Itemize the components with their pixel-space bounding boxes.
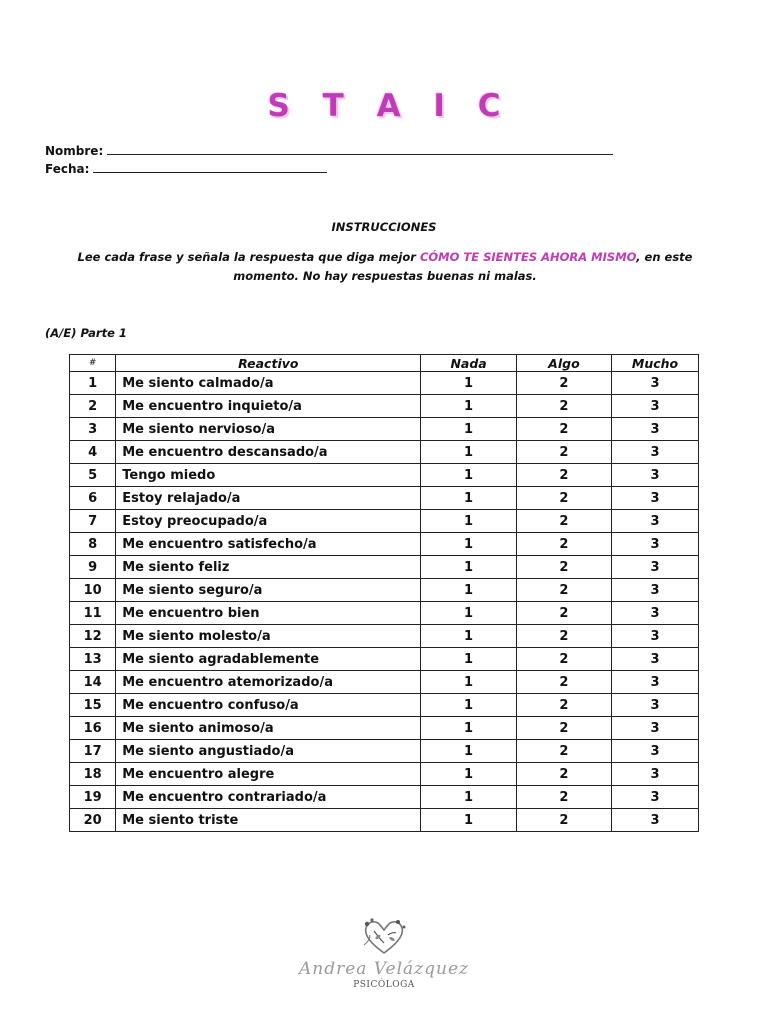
row-number: 18 — [70, 763, 116, 786]
row-mucho[interactable]: 3 — [612, 740, 699, 763]
row-number: 7 — [70, 510, 116, 533]
row-number: 6 — [70, 487, 116, 510]
row-item: Me siento feliz — [116, 556, 421, 579]
row-item: Me encuentro contrariado/a — [116, 786, 421, 809]
row-number: 16 — [70, 717, 116, 740]
row-item: Estoy relajado/a — [116, 487, 421, 510]
row-item: Me siento animoso/a — [116, 717, 421, 740]
table-row — [70, 579, 699, 602]
row-algo[interactable]: 2 — [516, 372, 611, 395]
table-row — [70, 395, 699, 418]
row-number: 5 — [70, 464, 116, 487]
row-mucho[interactable]: 3 — [612, 556, 699, 579]
row-nada[interactable]: 1 — [421, 372, 516, 395]
row-nada[interactable]: 1 — [421, 648, 516, 671]
row-nada[interactable]: 1 — [421, 579, 516, 602]
row-number: 20 — [70, 809, 116, 832]
row-number: 1 — [70, 372, 116, 395]
table-row — [70, 625, 699, 648]
row-number: 10 — [70, 579, 116, 602]
staic-table — [69, 354, 699, 832]
name-field[interactable] — [45, 144, 613, 158]
instructions-text-after: , en este momento. No hay respuestas buenas ni malas. — [233, 250, 693, 283]
row-algo[interactable]: 2 — [516, 763, 611, 786]
table-header-row — [70, 355, 699, 372]
row-algo[interactable]: 2 — [516, 510, 611, 533]
row-mucho[interactable]: 3 — [612, 579, 699, 602]
row-mucho[interactable]: 3 — [612, 418, 699, 441]
row-item: Me encuentro descansado/a — [116, 441, 421, 464]
header-item: Reactivo — [116, 355, 421, 372]
row-nada[interactable]: 1 — [421, 395, 516, 418]
row-mucho[interactable]: 3 — [612, 533, 699, 556]
row-nada[interactable]: 1 — [421, 533, 516, 556]
row-number: 15 — [70, 694, 116, 717]
row-number: 19 — [70, 786, 116, 809]
table-row — [70, 533, 699, 556]
row-algo[interactable]: 2 — [516, 694, 611, 717]
row-nada[interactable]: 1 — [421, 441, 516, 464]
header-number: # — [70, 355, 116, 372]
row-item: Me siento angustiado/a — [116, 740, 421, 763]
row-nada[interactable]: 1 — [421, 602, 516, 625]
table-row — [70, 671, 699, 694]
row-mucho[interactable]: 3 — [612, 625, 699, 648]
row-algo[interactable]: 2 — [516, 464, 611, 487]
row-nada[interactable]: 1 — [421, 763, 516, 786]
table-row — [70, 763, 699, 786]
row-nada[interactable]: 1 — [421, 556, 516, 579]
row-nada[interactable]: 1 — [421, 671, 516, 694]
table-row — [70, 418, 699, 441]
table-row — [70, 648, 699, 671]
table-row — [70, 717, 699, 740]
row-mucho[interactable]: 3 — [612, 441, 699, 464]
row-item: Me encuentro atemorizado/a — [116, 671, 421, 694]
row-mucho[interactable]: 3 — [612, 648, 699, 671]
table-body — [70, 372, 699, 832]
section-label: (A/E) Parte 1 — [45, 326, 127, 340]
table-row — [70, 372, 699, 395]
row-nada[interactable]: 1 — [421, 740, 516, 763]
table-row — [70, 556, 699, 579]
row-item: Tengo miedo — [116, 464, 421, 487]
header-mucho: Mucho — [612, 355, 699, 372]
row-nada[interactable]: 1 — [421, 510, 516, 533]
row-number: 17 — [70, 740, 116, 763]
row-nada[interactable]: 1 — [421, 786, 516, 809]
instructions-highlight: CÓMO TE SIENTES AHORA MISMO — [419, 250, 637, 264]
table-row — [70, 441, 699, 464]
table-row — [70, 694, 699, 717]
row-number: 13 — [70, 648, 116, 671]
row-algo[interactable]: 2 — [516, 717, 611, 740]
row-item: Me siento molesto/a — [116, 625, 421, 648]
row-item: Me encuentro alegre — [116, 763, 421, 786]
date-label: Fecha: — [45, 162, 90, 176]
logo-subtitle: PSICÓLOGA — [353, 980, 415, 990]
row-mucho[interactable]: 3 — [612, 602, 699, 625]
row-mucho[interactable]: 3 — [612, 510, 699, 533]
row-nada[interactable]: 1 — [421, 694, 516, 717]
row-algo[interactable]: 2 — [516, 579, 611, 602]
row-number: 9 — [70, 556, 116, 579]
row-item: Me encuentro inquieto/a — [116, 395, 421, 418]
name-label: Nombre: — [45, 144, 104, 158]
row-mucho[interactable]: 3 — [612, 694, 699, 717]
header-nada: Nada — [421, 355, 516, 372]
row-algo[interactable]: 2 — [516, 556, 611, 579]
row-nada[interactable]: 1 — [421, 625, 516, 648]
row-nada[interactable]: 1 — [421, 717, 516, 740]
row-mucho[interactable]: 3 — [612, 372, 699, 395]
row-algo[interactable]: 2 — [516, 740, 611, 763]
row-mucho[interactable]: 3 — [612, 464, 699, 487]
row-algo[interactable]: 2 — [516, 602, 611, 625]
row-number: 11 — [70, 602, 116, 625]
row-algo[interactable]: 2 — [516, 441, 611, 464]
row-algo[interactable]: 2 — [516, 671, 611, 694]
row-algo[interactable]: 2 — [516, 625, 611, 648]
row-nada[interactable]: 1 — [421, 418, 516, 441]
table-row — [70, 786, 699, 809]
header-algo: Algo — [516, 355, 611, 372]
table-row — [70, 809, 699, 832]
row-item: Me encuentro confuso/a — [116, 694, 421, 717]
table-row — [70, 487, 699, 510]
date-field[interactable] — [45, 162, 327, 176]
row-item: Me encuentro satisfecho/a — [116, 533, 421, 556]
row-number: 4 — [70, 441, 116, 464]
table-row — [70, 602, 699, 625]
row-item: Estoy preocupado/a — [116, 510, 421, 533]
row-algo[interactable]: 2 — [516, 487, 611, 510]
row-item: Me siento seguro/a — [116, 579, 421, 602]
logo-name: Andrea Velázquez — [299, 959, 469, 979]
row-algo[interactable]: 2 — [516, 648, 611, 671]
row-algo[interactable]: 2 — [516, 418, 611, 441]
date-line[interactable] — [93, 162, 327, 173]
row-number: 3 — [70, 418, 116, 441]
row-mucho[interactable]: 3 — [612, 717, 699, 740]
row-number: 14 — [70, 671, 116, 694]
row-mucho[interactable]: 3 — [612, 809, 699, 832]
table-row — [70, 510, 699, 533]
row-mucho[interactable]: 3 — [612, 763, 699, 786]
row-mucho[interactable]: 3 — [612, 671, 699, 694]
instructions-text — [60, 248, 710, 286]
name-line[interactable] — [107, 144, 613, 155]
page-title: S T A I C — [267, 88, 512, 124]
row-nada[interactable]: 1 — [421, 809, 516, 832]
row-mucho[interactable]: 3 — [612, 786, 699, 809]
row-nada[interactable]: 1 — [421, 487, 516, 510]
row-algo[interactable]: 2 — [516, 533, 611, 556]
row-number: 2 — [70, 395, 116, 418]
row-nada[interactable]: 1 — [421, 464, 516, 487]
logo — [0, 915, 768, 990]
instructions-text-before: Lee cada frase y señala la respuesta que diga mejor — [77, 250, 420, 264]
row-mucho[interactable]: 3 — [612, 487, 699, 510]
row-number: 12 — [70, 625, 116, 648]
row-item: Me encuentro bien — [116, 602, 421, 625]
row-item: Me siento agradablemente — [116, 648, 421, 671]
row-item: Me siento nervioso/a — [116, 418, 421, 441]
table-row — [70, 464, 699, 487]
row-number: 8 — [70, 533, 116, 556]
botanical-heart-icon — [358, 915, 410, 957]
row-mucho[interactable]: 3 — [612, 395, 699, 418]
row-item: Me siento calmado/a — [116, 372, 421, 395]
instructions-heading: INSTRUCCIONES — [331, 220, 437, 234]
row-algo[interactable]: 2 — [516, 809, 611, 832]
row-algo[interactable]: 2 — [516, 395, 611, 418]
table-row — [70, 740, 699, 763]
row-algo[interactable]: 2 — [516, 786, 611, 809]
row-item: Me siento triste — [116, 809, 421, 832]
